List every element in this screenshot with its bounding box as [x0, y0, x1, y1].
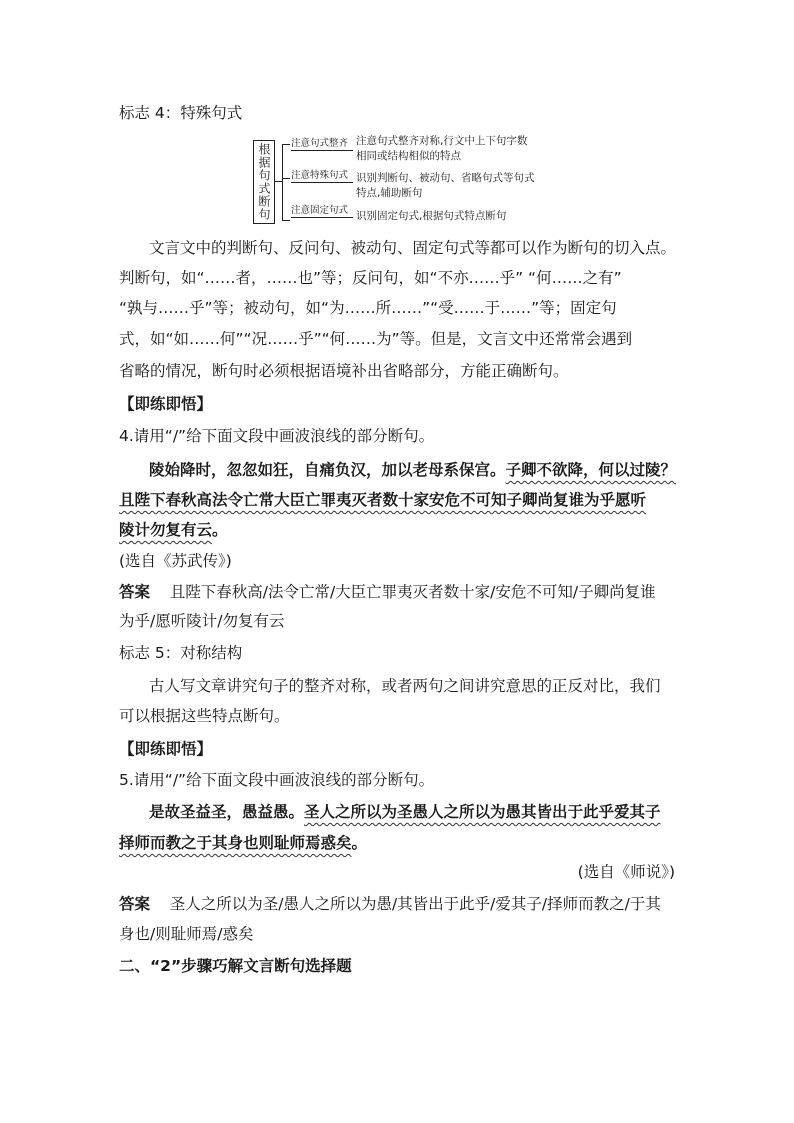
q4-wavy-text-1: 子卿不欲降，何以过陵？ — [505, 461, 677, 479]
q5-wavy-text-1: 圣人之所以为圣愚人之所以为愚其皆出于此乎爱其子 — [304, 803, 661, 821]
diagram-brace — [282, 144, 289, 220]
branch-tick-3 — [282, 220, 290, 221]
mark5-title: 标志 5：对称结构 — [119, 644, 243, 662]
branch-tick-1 — [282, 144, 290, 145]
q4-answer-label: 答案 — [119, 583, 151, 601]
q4-answer-line-1 — [119, 581, 656, 603]
q4-answer-line-2: 为乎/愿听陵计/勿复有云 — [119, 612, 285, 630]
para1-line-2: 判断句，如“……者，……也”等；反问句，如“不亦……乎” “何……之有” — [119, 269, 622, 287]
para1-line-4: 式，如“如……何”“况……乎”“何……为”等。但是，文言文中还常常会遇到 — [119, 330, 633, 348]
para1-line-5: 省略的情况，断句时必须根据语境补出省略部分，方能正确断句。 — [119, 362, 569, 380]
q4-plain-text: 陵始降时，忽忽如狂，自痛负汉，加以老母系保宫。 — [149, 461, 506, 479]
practice-label: 【即练即悟】 — [119, 395, 213, 413]
q5-passage-line-2 — [119, 832, 367, 854]
q4-passage-line-3 — [119, 519, 228, 541]
branch-desc-1b: 相同或结构相似的特点 — [356, 150, 461, 162]
q4-prompt: 4.请用“/”给下面文段中画波浪线的部分断句。 — [119, 427, 435, 445]
q5-answer-label: 答案 — [119, 895, 151, 913]
branch-tick-2 — [282, 178, 290, 179]
section2-title: 二、“2”步骤巧解文言断句选择题 — [119, 957, 352, 975]
para1-line-1: 文言文中的判断句、反问句、被动句、固定句式等都可以作为断句的切入点。 — [149, 239, 677, 257]
sentence-pattern-diagram — [253, 135, 553, 226]
para2-line-1: 古人写文章讲究句子的整齐对称，或者两句之间讲究意思的正反对比，我们 — [149, 677, 661, 695]
branch-label-2: 注意特殊句式 — [291, 170, 349, 181]
q4-wavy-text-3: 陵计勿复有云 — [119, 521, 213, 539]
q5-answer-line-2: 身也/则耻师焉/惑矣 — [119, 925, 254, 943]
branch-desc-2b: 特点,辅助断句 — [356, 187, 423, 199]
q4-passage-line-2 — [119, 489, 646, 511]
q5-source: (选自《师说》) — [577, 863, 675, 881]
para2-line-2: 可以根据这些特点断句。 — [119, 707, 290, 725]
q5-answer-text-1: 圣人之所以为圣/愚人之所以为愚/其皆出于此乎/爱其子/择师而教之/于其 — [169, 895, 661, 913]
branch-desc-1a: 注意句式整齐对称,行文中上下句字数 — [356, 135, 528, 147]
practice-label-2: 【即练即悟】 — [119, 740, 213, 758]
q4-source: (选自《苏武传》) — [119, 552, 232, 570]
q5-answer-line-1 — [119, 893, 661, 915]
para1-line-3: “孰与……乎”等；被动句，如“为……所……”“受……于……”等；固定句 — [119, 299, 617, 317]
branch-label-3: 注意固定句式 — [291, 205, 349, 216]
q4-tail: 。 — [212, 521, 228, 539]
q5-passage-line-1 — [149, 801, 661, 823]
branch-underline-3 — [291, 217, 353, 218]
q5-tail: 。 — [351, 834, 368, 852]
q5-plain-text: 是故圣益圣，愚益愚。 — [149, 803, 305, 821]
q4-answer-text-1: 且陛下春秋高/法令亡常/大臣亡罪夷灭者数十家/安危不可知/子卿尚复谁 — [169, 583, 656, 601]
branch-desc-2a: 识别判断句、被动句、省略句式等句式 — [356, 172, 535, 184]
diagram-box-label: 根据句式断句 — [257, 143, 271, 221]
q4-wavy-text-2: 且陛下春秋高法令亡常大臣亡罪夷灭者数十家安危不可知子卿尚复谁为乎愿听 — [119, 491, 647, 509]
branch-underline-2 — [291, 182, 353, 183]
mark4-title: 标志 4：特殊句式 — [119, 104, 243, 122]
branch-label-1: 注意句式整齐 — [291, 138, 349, 149]
branch-desc-3a: 识别固定句式,根据句式特点断句 — [356, 210, 507, 222]
diagram-box — [253, 140, 275, 224]
diagram-connector — [275, 181, 282, 182]
q4-passage-line-1 — [149, 459, 676, 481]
branch-underline-1 — [291, 150, 353, 151]
q5-wavy-text-2: 择师而教之于其身也则耻师焉惑矣 — [119, 834, 352, 852]
q5-prompt: 5.请用“/”给下面文段中画波浪线的部分断句。 — [119, 771, 435, 789]
